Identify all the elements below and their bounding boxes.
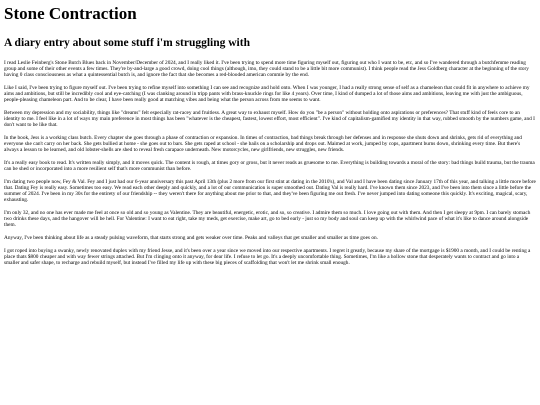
paragraph: I got roped into buying a swanky, newly renovated duplex with my friend Jesse, and it's been over a year since we moved into our respective apartments. I regret it greatly, because my share of the mortgage is $1900 a month, and I could be renting a place thats $800 cheaper and with way fewer strings attached. But I'm clinging onto it anyway, for dear life. I refuse to let go. It's a deeply uncomfortable thing. Sometimes, I'm like a hollow stone that desperately wants to contract and go into a smaller and safer shape, to recharge and rebuild myself, but instead I've filled my life up with these big pieces of scaffolding that won't let me shrink small enough. bbox=[4, 247, 531, 266]
paragraph: Like I said, I've been trying to figure myself out. I've been trying to refine myself into something I can see and recognize and hold onto. When I was younger, I had a really strong sense of self as a chameleon that could fit in anywhere to achieve my aims and ambitions, but still be incredibly cool and eye-catching (I was clanking around in tripp pants with brass-knuckle rings for like 4 years). Over time, I kind of dumped a lot of those aims and ambitions, leaving me with just the ambiguous, people-pleasing chameleon part. And to be clear, I have been really good at matching vibes and being what the person across from me seems to want. bbox=[4, 85, 530, 104]
paragraph: I read Leslie Feinberg's Stone Butch Blues back in November/December of 2024, and I really liked it. I've been trying to spend more time figuring myself out, figuring out who I want to be, etc, and so I've wandered through a butchfemme reading group and some of their other events a few times. They're by-and-large a good crowd, doing cool things (although, imo, they could stand to be a little bit more communist). I think people read the Jess Goldberg character at the beginning of the story having 0 class consciousness as what a quintessential butch is, and ignore the fact that she becomes a red-blooded american commie by the end. bbox=[4, 60, 529, 79]
post-body bbox=[4, 60, 536, 266]
paragraph: I'm only 32, and no one has ever made me feel at once so old and so young as Valentine. They are beautiful, energetic, erotic, and so, so creative. I admire them so much. I love going out with them. And then I get sleepy at 9pm. I can barely stomach two drinks these days, and the hangover will be hell. For Valentine: I want to eat right, take my meds, get exercise, make art, go to bed early - just so my body and soul can keep up with the whirlwind pace of what it's like to dance around alongside them. bbox=[4, 210, 531, 229]
post-subtitle: A diary entry about some stuff i'm struggling with bbox=[4, 37, 250, 49]
paragraph: I'm dating two people now, Fey & Val. Fey and I just had our 6-year anniversary this past April 13th (plus 2 more from our first stint at dating in the 2010's), and Val and I have been dating since January 17th of this year, and talking a little more before that. Dating Fey is really easy. Sometimes too easy. We read each other deeply and quickly, and a lot of our communication is super smoothed out. Dating Val is really hard. I've known them since 2023, and I've been into them since a little before the summer of 2024. I've been in my 30s for the entirety of our friendship -- they weren't there for anything about me prior to that, and they've been figuring me out fresh. I've never jumped into dating someone this quickly. It's exciting, magical, scary, exhausting. bbox=[4, 178, 536, 204]
paragraph: Between my depression and my sociability, things like "dreams" felt especially rat-racey and fruitless. A great way to exhaust myself. How do you "be a person" without holding onto aspirations or preferences? That stuff kind of feels core to an identity to me. I feel like in a lot of ways my main preference in most things has been "whatever is the cheapest, fastest, lowest effort, most efficient". I've kind of capitalism-gamified my identity in that way, rubbed smooth by the numbers game, and I don't want to be like that. bbox=[4, 110, 535, 129]
paragraph: Anyway, I've been thinking about life as a steady pulsing waveform, that starts strong and gets weaker over time. Peaks and valleys that get smaller and smaller as time goes on. bbox=[4, 235, 378, 241]
paragraph: In the book, Jess is a working class butch. Every chapter she goes through a phase of contraction or expansion. In times of contraction, bad things break through her defenses and in response she shuts down and shrinks, gets rid of everything and everyone she can't carry on her back. She gets bullied at home - she goes out to bars. She gets raped at school - she bails on a scholarship and drops out. Maimed at work, jumped by cops, apartment burns down, shrinking every time. But there's always a lesson to be learned, and old lobster-shells are shed to reveal fresh carapace underneath. New motorcycles, new girlfriends, new struggles, new friends. bbox=[4, 135, 522, 154]
site-title[interactable]: Stone Contraction bbox=[4, 4, 137, 23]
paragraph: It's a really easy book to read. It's written really simply, and it moves quick. The content is rough, at times gory or gross, but it never reads as gruesome to me. Everything is building towards a moral of the story: bad things build trauma, but the trauma can be shed or incorporated into a more resilient self that's more communist than before. bbox=[4, 160, 535, 173]
